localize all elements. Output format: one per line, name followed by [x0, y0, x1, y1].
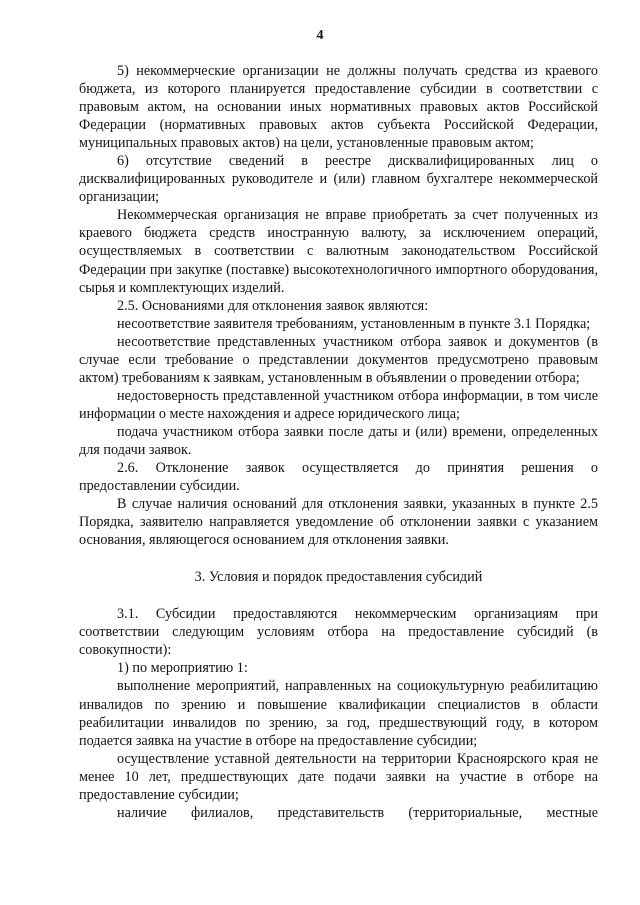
paragraph-rejection-ground-4: подача участником отбора заявки после даты и (или) времени, определенных для подачи заявок. [79, 423, 598, 458]
paragraph-2-6: 2.6. Отклонение заявок осуществляется до принятия решения о предоставлении субсидии. [79, 460, 598, 495]
paragraph-item-5: 5) некоммерческие организации не должны получать средства из краевого бюджета, из которого планируется предоставление субсидии в соответствии с правовым актом, на основании иных нормативных правовых актов Российской Федерации (нормативных правовых актов субъекта Российской Федерации, муниципальных правовых актов) на цели, установленные правовым актом; [79, 63, 598, 152]
paragraph-rejection-notice: В случае наличия оснований для отклонения заявки, указанных в пункте 2.5 Порядка, заявителю направляется уведомление об отклонении заявки с указанием основания, являющегося основанием для отклонения заявки. [79, 496, 598, 549]
paragraph-condition-3: наличие филиалов, представительств (территориальные, местные [117, 804, 598, 821]
paragraph-item-6: 6) отсутствие сведений в реестре дисквалифицированных лиц о дисквалифицированных руководителе и (или) главном бухгалтере некоммерческой организации; [79, 153, 598, 206]
paragraph-2-5: 2.5. Основаниями для отклонения заявок являются: [117, 297, 429, 314]
document-body [79, 62, 598, 822]
paragraph-condition-2: осуществление уставной деятельности на территории Красноярского края не менее 10 лет, предшествующих дате подачи заявки на участие в отборе на предоставление субсидии; [79, 750, 598, 803]
paragraph-event-1: 1) по мероприятию 1: [117, 660, 248, 677]
paragraph-rejection-ground-3: недостоверность представленной участником отбора информации, в том числе информации о месте нахождения и адресе юридического лица; [79, 387, 598, 422]
paragraph-rejection-ground-1: несоответствие заявителя требованиям, установленным в пункте 3.1 Порядка; [117, 315, 591, 332]
paragraph-condition-1: выполнение мероприятий, направленных на социокультурную реабилитацию инвалидов по зрению и повышение квалификации специалистов в области реабилитации инвалидов по зрению, за год, предшествующий году, в котором подается заявка на участие в отборе на предоставление субсидии; [79, 678, 598, 749]
paragraph-currency-restriction: Некоммерческая организация не вправе приобретать за счет полученных из краевого бюджета средств иностранную валюту, за исключением операций, осуществляемых в соответствии с валютным законодательством Российской Федерации при закупке (поставке) высокотехнологичного импортного оборудования, сырья и комплектующих изделий. [79, 207, 598, 296]
section-heading: 3. Условия и порядок предоставления субсидий [194, 569, 483, 586]
paragraph-rejection-ground-2: несоответствие представленных участником отбора заявок и документов (в случае если требование о представлении документов предусмотрено правовым актом) требованиям к заявкам, установленным в объявлении о проведении отбора; [79, 333, 598, 386]
paragraph-3-1: 3.1. Субсидии предоставляются некоммерческим организациям при соответствии следующим условиям отбора на предоставление субсидий (в совокупности): [79, 606, 598, 659]
page-number: 4 [316, 28, 324, 43]
